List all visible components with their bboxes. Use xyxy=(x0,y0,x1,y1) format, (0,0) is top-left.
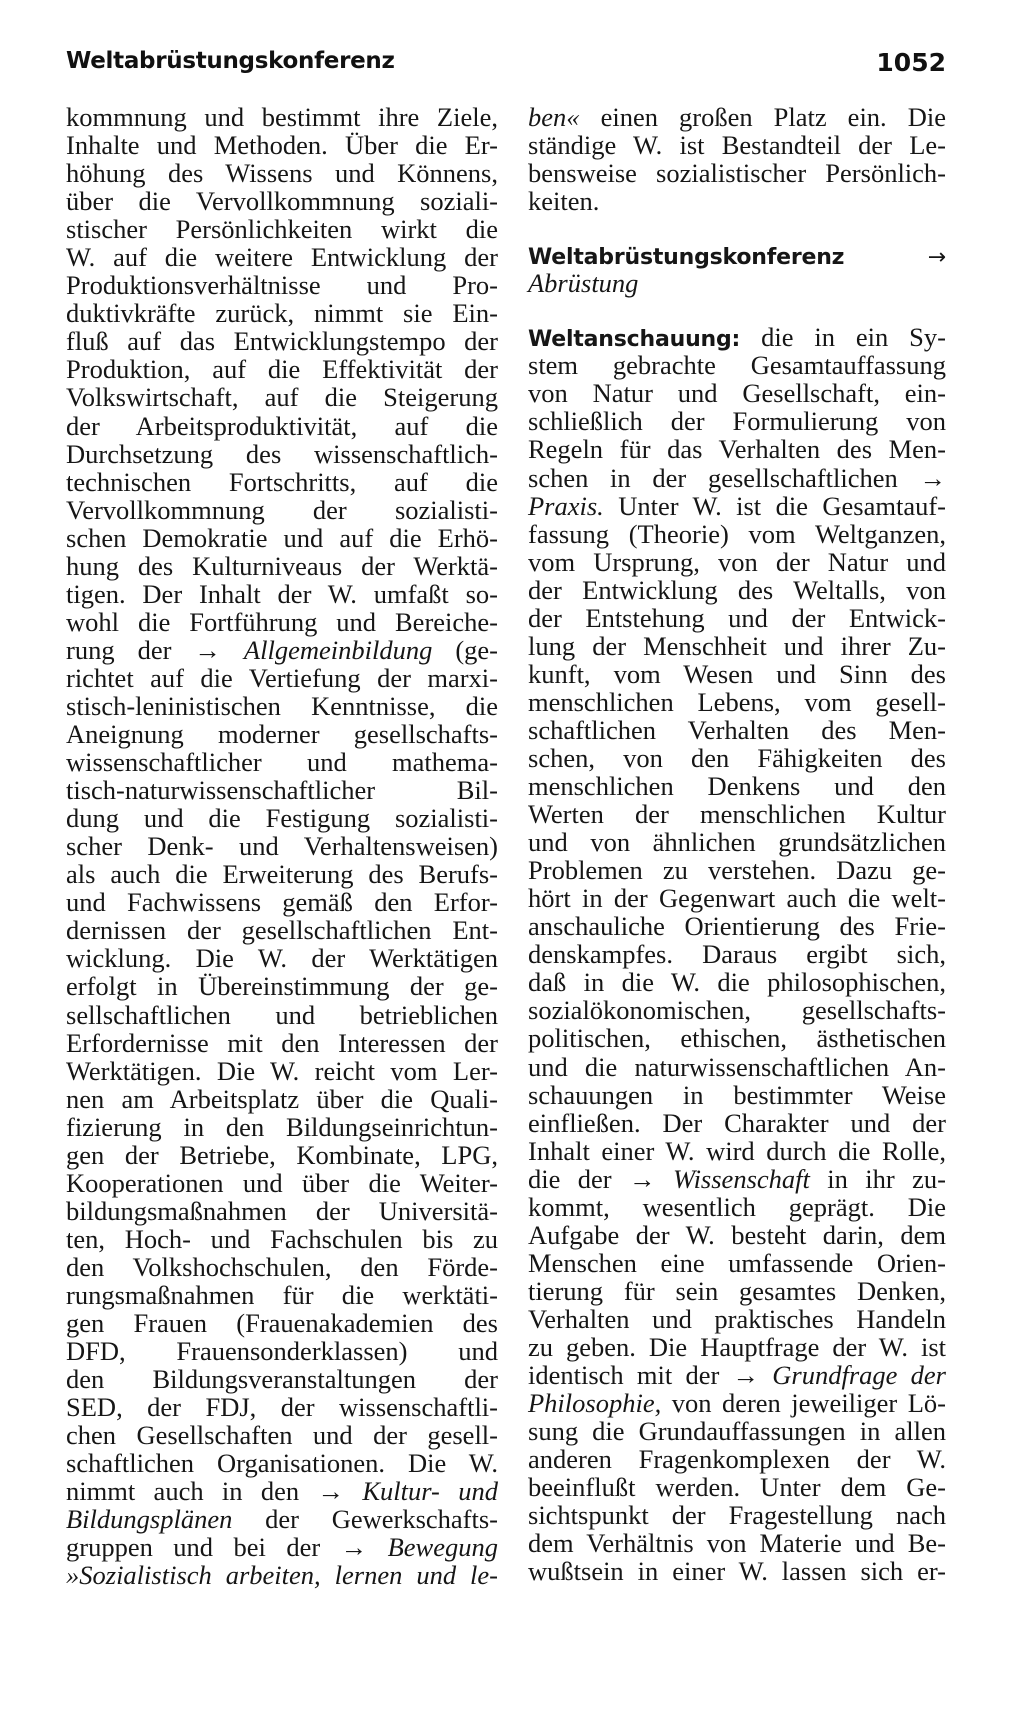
text-line: denskampfes. Daraus ergibt sich, xyxy=(528,939,946,970)
cross-reference-target: Abrüstung xyxy=(528,268,639,299)
text-line: menschlichen Denkens und den xyxy=(528,771,946,802)
text-line: schaftlichen Verhalten des Men- xyxy=(528,714,946,745)
text-line: der Entwicklung des Weltalls, von xyxy=(528,574,946,605)
text-line: bildungsmaßnahmen der Universitä- xyxy=(66,1195,498,1226)
text-line: stem gebrachte Gesamtauffassung xyxy=(528,350,946,381)
text-line: gruppen und bei der → Bewegung xyxy=(66,1532,498,1563)
text-line: erfolgt in Übereinstimmung der ge- xyxy=(66,971,498,1002)
text-line: schaftlichen Organisationen. Die W. xyxy=(66,1448,498,1479)
text-line: Inhalte und Methoden. Über die Er- xyxy=(66,130,498,161)
right-column xyxy=(528,103,946,1585)
text-line: Kooperationen und über die Weiter- xyxy=(66,1167,498,1198)
text-line: von Natur und Gesellschaft, ein- xyxy=(528,378,946,409)
text-line: wohl die Fortführung und Bereiche- xyxy=(66,606,498,637)
text-line: wissenschaftlicher und mathema- xyxy=(66,747,498,778)
text-line: schließlich der Formulierung von xyxy=(528,406,946,437)
text-line: Werktätigen. Die W. reicht vom Ler- xyxy=(66,1055,498,1086)
text-line: hung des Kulturniveaus der Werktä- xyxy=(66,550,498,581)
text-line: den Volkshochschulen, den Förde- xyxy=(66,1251,498,1282)
text-line: lung der Menschheit und ihrer Zu- xyxy=(528,630,946,661)
text-line: Werten der menschlichen Kultur xyxy=(528,799,946,830)
text-line: fluß auf das Entwicklungstempo der xyxy=(66,326,498,357)
text-line: der Entstehung und der Entwick- xyxy=(528,602,946,633)
text-line: tierung für sein gesamtes Denken, xyxy=(528,1275,946,1306)
text-line: stischer Persönlichkeiten wirkt die xyxy=(66,214,498,245)
text-line xyxy=(528,323,946,351)
running-head: Weltabrüstungskonferenz xyxy=(66,48,395,74)
text-line: schen Demokratie und auf die Erhö- xyxy=(66,522,498,553)
cross-reference-arrow: → xyxy=(927,245,946,271)
text-line: gen Frauen (Frauenakademien des xyxy=(66,1308,498,1339)
text-line: ständige W. ist Bestandteil der Le- xyxy=(528,130,946,161)
text-line: sichtspunkt der Fragestellung nach xyxy=(528,1500,946,1531)
text-line: duktivkräfte zurück, nimmt sie Ein- xyxy=(66,298,498,329)
text-line: zu geben. Die Hauptfrage der W. ist xyxy=(528,1331,946,1362)
text-line: Menschen eine umfassende Orien- xyxy=(528,1247,946,1278)
text-line: nen am Arbeitsplatz über die Quali- xyxy=(66,1083,498,1114)
text-line: menschlichen Lebens, vom gesell- xyxy=(528,686,946,717)
text-line: und von ähnlichen grundsätzlichen xyxy=(528,827,946,858)
text-line: und die naturwissenschaftlichen An- xyxy=(528,1051,946,1082)
text-fragment: die in ein Sy- xyxy=(761,322,946,353)
text-line: sozialökonomischen, gesellschafts- xyxy=(528,995,946,1026)
text-line: den Bildungsveranstaltungen der xyxy=(66,1364,498,1395)
text-line: W. auf die weitere Entwicklung der xyxy=(66,242,498,273)
text-line: und Fachwissens gemäß den Erfor- xyxy=(66,887,498,918)
text-line: anschauliche Orientierung des Frie- xyxy=(528,911,946,942)
text-line: Durchsetzung des wissenschaftlich- xyxy=(66,438,498,469)
text-line: als auch die Erweiterung des Berufs- xyxy=(66,859,498,890)
entry-weltanschauung xyxy=(528,323,946,1585)
text-line: chen Gesellschaften und der gesell- xyxy=(66,1420,498,1451)
cross-reference-line xyxy=(528,269,946,297)
text-line: vom Ursprung, von der Natur und xyxy=(528,546,946,577)
text-line: kunft, vom Wesen und Sinn des xyxy=(528,658,946,689)
text-line: stisch-leninistischen Kenntnisse, die xyxy=(66,690,498,721)
text-line: SED, der FDJ, der wissenschaftli- xyxy=(66,1392,498,1423)
page-number: 1052 xyxy=(876,48,946,77)
text-line: Aufgabe der W. besteht darin, dem xyxy=(528,1219,946,1250)
text-line: hört in der Gegenwart auch die welt- xyxy=(528,883,946,914)
text-line: nimmt auch in den → Kultur- und xyxy=(66,1476,498,1507)
text-line: schen, von den Fähigkeiten des xyxy=(528,742,946,773)
text-line: dung und die Festigung sozialisti- xyxy=(66,803,498,834)
text-line: identisch mit der → Grundfrage der xyxy=(528,1360,946,1391)
text-line: höhung des Wissens und Könnens, xyxy=(66,158,498,189)
text-line: Volkswirtschaft, auf die Steigerung xyxy=(66,382,498,413)
text-line: die der → Wissenschaft in ihr zu- xyxy=(528,1163,946,1194)
text-line: Regeln für das Verhalten des Men- xyxy=(528,434,946,465)
text-line: Vervollkommnung der sozialisti- xyxy=(66,494,498,525)
text-line: Produktionsverhältnisse und Pro- xyxy=(66,270,498,301)
text-line: bensweise sozialistischer Persönlich- xyxy=(528,158,946,189)
text-line: schen in der gesellschaftlichen → xyxy=(528,462,946,493)
text-line: ben« einen großen Platz ein. Die xyxy=(528,102,946,132)
text-line: dernissen der gesellschaftlichen Ent- xyxy=(66,915,498,946)
text-line: wicklung. Die W. der Werktätigen xyxy=(66,943,498,974)
text-line: anderen Fragenkomplexen der W. xyxy=(528,1444,946,1475)
text-line: dem Verhältnis von Materie und Be- xyxy=(528,1528,946,1559)
text-line: Aneignung moderner gesellschafts- xyxy=(66,719,498,750)
text-line: Bildungsplänen der Gewerkschafts- xyxy=(66,1504,498,1535)
entry-headword: Weltabrüstungskonferenz xyxy=(528,245,845,271)
text-line: Problemen zu verstehen. Dazu ge- xyxy=(528,855,946,886)
text-line: kommt, wesentlich geprägt. Die xyxy=(528,1191,946,1222)
text-line: Produktion, auf die Effektivität der xyxy=(66,354,498,385)
text-line: einfließen. Der Charakter und der xyxy=(528,1107,946,1138)
entry-weltabruestungskonferenz xyxy=(528,241,946,269)
continuation-text xyxy=(528,103,946,215)
text-line: Verhalten und praktisches Handeln xyxy=(528,1303,946,1334)
text-line: schauungen in bestimmter Weise xyxy=(528,1079,946,1110)
text-line: wußtsein in einer W. lassen sich er- xyxy=(528,1556,946,1587)
left-column xyxy=(66,103,498,1589)
text-line: politischen, ethischen, ästhetischen xyxy=(528,1023,946,1054)
text-line: richtet auf die Vertiefung der marxi- xyxy=(66,662,498,693)
text-line: rungsmaßnahmen für die werktäti- xyxy=(66,1279,498,1310)
text-line: Praxis. Unter W. ist die Gesamtauf- xyxy=(528,490,946,521)
text-line: fizierung in den Bildungseinrichtun- xyxy=(66,1111,498,1142)
text-line: beeinflußt werden. Unter dem Ge- xyxy=(528,1472,946,1503)
text-line: über die Vervollkommnung soziali- xyxy=(66,186,498,217)
text-line: Philosophie, von deren jeweiliger Lö- xyxy=(528,1388,946,1419)
text-line: Erfordernisse mit den Interessen der xyxy=(66,1027,498,1058)
text-line: scher Denk- und Verhaltensweisen) xyxy=(66,831,498,862)
entry-headword: Weltanschauung: xyxy=(528,327,741,353)
text-line: »Sozialistisch arbeiten, lernen und le- xyxy=(66,1560,498,1591)
text-line: daß in die W. die philosophischen, xyxy=(528,967,946,998)
text-line: fassung (Theorie) vom Weltganzen, xyxy=(528,518,946,549)
text-line: tigen. Der Inhalt der W. umfaßt so- xyxy=(66,578,498,609)
text-line: rung der → Allgemeinbildung (ge- xyxy=(66,634,498,665)
text-line: sung die Grundauffassungen in allen xyxy=(528,1416,946,1447)
text-line: tisch-naturwissenschaftlicher Bil- xyxy=(66,775,498,806)
text-line: sellschaftlichen und betrieblichen xyxy=(66,999,498,1030)
text-line: DFD, Frauensonderklassen) und xyxy=(66,1336,498,1367)
text-line: gen der Betriebe, Kombinate, LPG, xyxy=(66,1139,498,1170)
text-line: der Arbeitsproduktivität, auf die xyxy=(66,410,498,441)
text-line: technischen Fortschritts, auf die xyxy=(66,466,498,497)
text-line: keiten. xyxy=(528,186,600,217)
text-line: ten, Hoch- und Fachschulen bis zu xyxy=(66,1223,498,1254)
text-line: Inhalt einer W. wird durch die Rolle, xyxy=(528,1135,946,1166)
text-line: kommnung und bestimmt ihre Ziele, xyxy=(66,102,498,132)
